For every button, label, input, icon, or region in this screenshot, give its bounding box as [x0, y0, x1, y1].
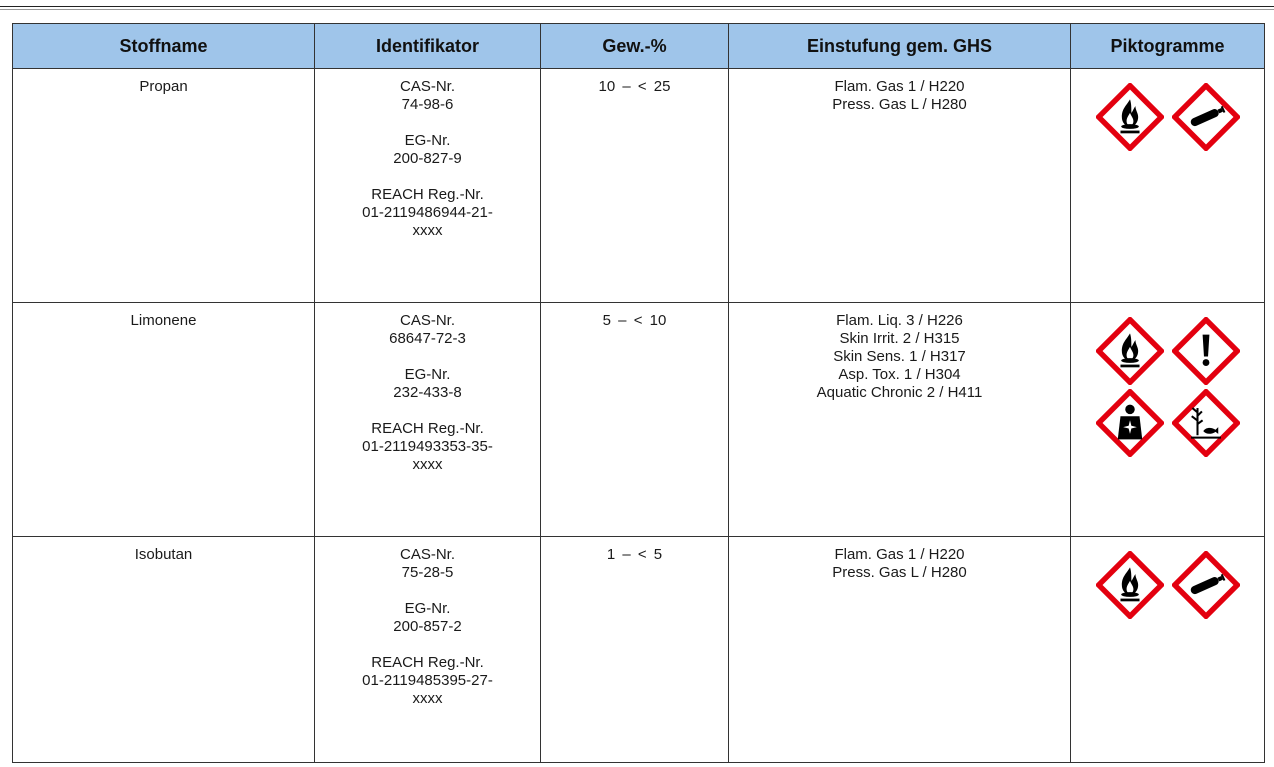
substance-name: Propan	[13, 69, 315, 303]
cas-label: CAS-Nr.	[399, 78, 455, 95]
ghs-classification	[729, 303, 1071, 537]
ghs-entry: Skin Irrit. 2 / H315	[839, 330, 960, 347]
gas-cylinder-icon	[1172, 83, 1240, 151]
ghs-entry: Flam. Gas 1 / H220	[834, 546, 965, 563]
eg-number: 200-827-9	[393, 150, 462, 167]
top-rule	[0, 6, 1274, 7]
reach-number: 01-2119486944-21-	[362, 204, 493, 221]
substance-name: Isobutan	[13, 537, 315, 763]
cas-number: 74-98-6	[401, 96, 454, 113]
identifier-cell	[315, 303, 541, 537]
flame-icon	[1096, 317, 1164, 385]
table-row	[13, 69, 1265, 303]
header-stoffname: Stoffname	[13, 24, 315, 69]
pictograms-cell	[1071, 537, 1265, 763]
reach-number-suffix: xxxx	[412, 690, 443, 707]
reach-number: 01-2119485395-27-	[362, 672, 493, 689]
ghs-entry: Press. Gas L / H280	[832, 96, 967, 113]
header-gew-percent: Gew.-%	[541, 24, 729, 69]
identifier-cell	[315, 69, 541, 303]
cas-label: CAS-Nr.	[399, 546, 455, 563]
ghs-entry: Asp. Tox. 1 / H304	[838, 366, 961, 383]
gas-cylinder-icon	[1172, 551, 1240, 619]
composition-table	[12, 23, 1265, 763]
identifier-cell	[315, 537, 541, 763]
table-row	[13, 303, 1265, 537]
ghs-classification	[729, 69, 1071, 303]
header-identifikator: Identifikator	[315, 24, 541, 69]
pictograms-cell	[1071, 303, 1265, 537]
top-rule-secondary	[0, 9, 1274, 10]
weight-percent: 5 – < 10	[541, 303, 729, 537]
substance-name: Limonene	[13, 303, 315, 537]
ghs-classification	[729, 537, 1071, 763]
ghs-entry: Skin Sens. 1 / H317	[833, 348, 966, 365]
ghs-entry: Flam. Liq. 3 / H226	[836, 312, 963, 329]
reach-number: 01-2119493353-35-	[362, 438, 493, 455]
header-row	[13, 24, 1265, 69]
ghs-entry: Press. Gas L / H280	[832, 564, 967, 581]
reach-number-suffix: xxxx	[412, 222, 443, 239]
eg-label: EG-Nr.	[404, 132, 451, 149]
ghs-entry: Aquatic Chronic 2 / H411	[816, 384, 983, 401]
header-piktogramme: Piktogramme	[1071, 24, 1265, 69]
cas-label: CAS-Nr.	[399, 312, 455, 329]
weight-percent: 10 – < 25	[541, 69, 729, 303]
pictograms-cell	[1071, 69, 1265, 303]
eg-label: EG-Nr.	[404, 600, 451, 617]
reach-label: REACH Reg.-Nr.	[371, 420, 484, 437]
flame-icon	[1096, 551, 1164, 619]
exclamation-mark-icon	[1172, 317, 1240, 385]
ghs-entry: Flam. Gas 1 / H220	[834, 78, 965, 95]
cas-number: 75-28-5	[401, 564, 454, 581]
eg-number: 232-433-8	[393, 384, 462, 401]
reach-label: REACH Reg.-Nr.	[371, 654, 484, 671]
header-einstufung-ghs: Einstufung gem. GHS	[729, 24, 1071, 69]
reach-number-suffix: xxxx	[412, 456, 443, 473]
eg-label: EG-Nr.	[404, 366, 451, 383]
environment-icon	[1172, 389, 1240, 457]
cas-number: 68647-72-3	[389, 330, 466, 347]
eg-number: 200-857-2	[393, 618, 462, 635]
reach-label: REACH Reg.-Nr.	[371, 186, 484, 203]
weight-percent: 1 – < 5	[541, 537, 729, 763]
table-row	[13, 537, 1265, 763]
health-hazard-icon	[1096, 389, 1164, 457]
flame-icon	[1096, 83, 1164, 151]
